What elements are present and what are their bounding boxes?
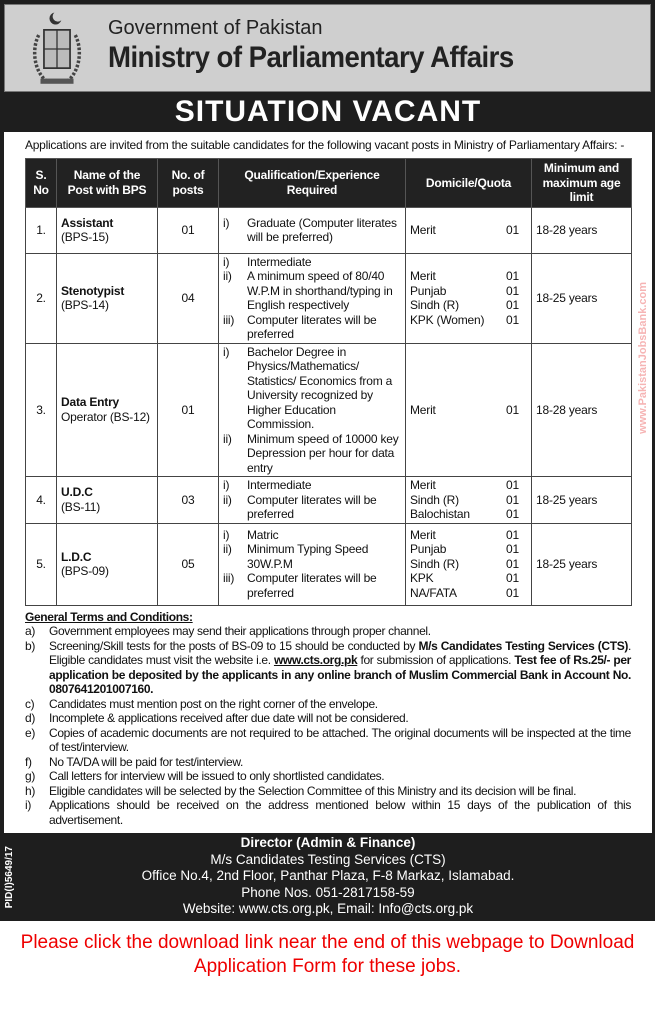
item-text: Minimum Typing Speed 30W.P.M (247, 542, 369, 571)
qualification-item (223, 255, 401, 270)
post-name (57, 523, 158, 605)
ministry-title: Ministry of Parliamentary Affairs (108, 41, 514, 74)
quota-count: 01 (506, 298, 519, 312)
item-text: Bachelor Degree in Physics/Mathematics/ Statistics/ Economics from a University recognized by Higher Education Commission. (247, 344, 393, 431)
term-text (49, 697, 378, 712)
item-number: ii) (223, 269, 232, 283)
term-label: c) (25, 696, 35, 711)
contact-line: M/s Candidates Testing Services (CTS) (210, 851, 446, 867)
post-scale: (BPS-15) (61, 230, 109, 244)
intro-text: Applications are invited from the suitable candidates for the following vacant posts in Ministry of Parliamentary Affairs: - (25, 138, 625, 152)
term-label: d) (25, 711, 35, 725)
quota-region: KPK (410, 571, 434, 586)
age-limit: 18-25 years (532, 253, 632, 343)
table-header-row (26, 159, 632, 208)
term-item (25, 755, 631, 770)
quota-region: Merit (410, 402, 436, 417)
domicile-quota (406, 523, 532, 605)
quota-count: 01 (506, 556, 519, 571)
qualification (219, 523, 406, 605)
column-header: Minimum and maximum age limit (532, 159, 632, 208)
quota-region: Balochistan (410, 507, 470, 521)
quota-item (410, 586, 527, 601)
state-emblem-icon (27, 9, 87, 89)
item-number: i) (223, 527, 230, 542)
serial-number: 2. (26, 253, 57, 343)
quota-region: Merit (410, 527, 436, 542)
number-of-posts: 05 (158, 523, 219, 605)
age-limit: 18-28 years (532, 207, 632, 253)
government-title: Government of Pakistan (108, 17, 323, 39)
quota-region: Punjab (410, 542, 447, 557)
qualification-item (223, 478, 401, 493)
domicile-quota (406, 207, 532, 253)
term-text-part: Incomplete & applications received after due date will not be considered. (49, 711, 409, 725)
post-title: Assistant (61, 215, 114, 230)
quota-item (410, 493, 527, 508)
quota-region: Sindh (R) (410, 556, 459, 571)
item-text: Graduate (Computer literates will be preferred) (247, 215, 397, 244)
qualification-item (223, 216, 401, 245)
quota-item (410, 269, 527, 284)
term-text-part: No TA/DA will be paid for test/interview. (49, 754, 243, 769)
item-number: iii) (223, 571, 235, 586)
term-label: b) (25, 638, 35, 653)
qualification (219, 477, 406, 524)
serial-number: 1. (26, 207, 57, 253)
quota-region: NA/FATA (410, 585, 457, 600)
term-item (25, 769, 631, 784)
quota-count: 01 (506, 492, 519, 507)
table-row (26, 343, 632, 477)
term-label: e) (25, 725, 35, 740)
term-label: f) (25, 754, 32, 769)
post-scale: (BPS-14) (61, 298, 109, 312)
term-label: g) (25, 769, 35, 783)
qualification (219, 207, 406, 253)
qualification-item (223, 345, 401, 432)
term-text (49, 726, 631, 755)
term-text (49, 639, 631, 697)
qualification (219, 343, 406, 477)
quota-region: Sindh (R) (410, 492, 459, 507)
pid-number: PID(I)5649/17 (4, 845, 15, 908)
item-text: A minimum speed of 80/40 W.P.M in shorthand/typing in English respectively (247, 269, 393, 312)
quota-item (410, 284, 527, 299)
term-item (25, 711, 631, 726)
term-text-part: for submission of applications. (357, 653, 515, 667)
term-text (49, 711, 408, 726)
age-limit: 18-25 years (532, 477, 632, 524)
table-row (26, 253, 632, 343)
item-number: i) (223, 344, 230, 359)
term-text-part: Copies of academic documents are not required to be attached. The original documents will be inspected at the time of test/interview. (49, 725, 631, 754)
quota-item (410, 478, 527, 493)
test-fee-text: Test fee of Rs.25/- per application be deposited by the applicants in any online branch of Muslim Commercial Bank in Account No. 0807641201007160. (49, 653, 631, 696)
post-title: Stenotypist (61, 283, 125, 298)
terms-section (25, 610, 631, 828)
post-title: U.D.C (61, 485, 93, 500)
age-limit: 18-28 years (532, 343, 632, 477)
column-header: Name of the Post with BPS (57, 159, 158, 208)
term-text-part: Applications should be received on the address mentioned below within 15 days of the publication of this advertisement. (49, 798, 631, 827)
term-item (25, 639, 631, 697)
item-number: i) (223, 254, 230, 269)
qualification (219, 253, 406, 343)
term-text-part: Candidates must mention post on the right corner of the envelope. (49, 696, 378, 711)
qualification-item (223, 542, 401, 571)
header (4, 4, 651, 92)
cts-name: M/s Candidates Testing Services (CTS) (418, 638, 629, 653)
item-number: i) (223, 478, 230, 492)
term-item (25, 697, 631, 712)
item-text: Computer literates will be preferred (247, 492, 377, 521)
quota-region: Merit (410, 222, 436, 237)
table-row (26, 207, 632, 253)
item-number: ii) (223, 431, 232, 446)
quota-item (410, 528, 527, 543)
item-text: Computer literates will be preferred (247, 571, 377, 600)
term-text (49, 769, 384, 784)
item-number: ii) (223, 492, 232, 507)
item-text: Intermediate (247, 478, 312, 492)
qualification-item (223, 528, 401, 543)
table-row (26, 523, 632, 605)
post-title: L.D.C (61, 549, 92, 564)
column-header: No. of posts (158, 159, 219, 208)
quota-region: Merit (410, 478, 436, 492)
quota-region: KPK (Women) (410, 312, 485, 327)
quota-count: 01 (506, 222, 519, 237)
term-label: a) (25, 624, 35, 638)
quota-count: 01 (506, 402, 519, 417)
post-name (57, 207, 158, 253)
column-header: Qualification/Experience Required (219, 159, 406, 208)
download-note: Please click the download link near the end of this webpage to Download Application Form for these jobs. (20, 931, 635, 977)
post-title: Data Entry (61, 395, 120, 410)
quota-count: 01 (506, 269, 519, 283)
quota-count: 01 (506, 312, 519, 327)
qualification-item (223, 269, 401, 313)
quota-count: 01 (506, 507, 519, 521)
domicile-quota (406, 477, 532, 524)
number-of-posts: 04 (158, 253, 219, 343)
qualification-item (223, 571, 401, 600)
quota-count: 01 (506, 478, 519, 492)
item-number: iii) (223, 312, 235, 327)
term-text (49, 784, 576, 799)
term-text-part: . Eligible candidates must visit the website i.e. (49, 638, 632, 667)
term-label: i) (25, 798, 31, 812)
contact-web-email: Website: www.cts.org.pk, Email: Info@cts.org.pk (182, 901, 474, 916)
column-header: Domicile/Quota (406, 159, 532, 208)
term-text (49, 798, 631, 827)
contact-phone: Phone Nos. 051-2817158-59 (241, 884, 415, 900)
item-number: ii) (223, 542, 232, 557)
contact-footer (22, 833, 652, 921)
term-text-part: Call letters for interview will be issued to only shortlisted candidates. (49, 769, 385, 783)
qualification-item (223, 432, 401, 476)
term-text-part: Government employees may send their applications through proper channel. (49, 624, 431, 638)
term-text-part: Screening/Skill tests for the posts of BS-09 to 15 should be conducted by (49, 638, 419, 653)
term-item (25, 784, 631, 799)
quota-region: Sindh (R) (410, 298, 459, 312)
item-number: i) (223, 215, 230, 230)
post-scale: Operator (BS-12) (61, 409, 150, 424)
footer-band (4, 833, 652, 921)
post-scale: (BPS-09) (61, 564, 109, 578)
quota-count: 01 (506, 542, 519, 557)
table-row (26, 477, 632, 524)
serial-number: 3. (26, 343, 57, 477)
item-text: Matric (247, 527, 279, 542)
quota-item (410, 571, 527, 586)
quota-item (410, 542, 527, 557)
quota-region: Merit (410, 269, 436, 283)
quota-item (410, 403, 527, 418)
contact-address: Office No.4, 2nd Floor, Panthar Plaza, F-8 Markaz, Islamabad. (141, 868, 515, 883)
term-text-part: Eligible candidates will be selected by the Selection Committee of this Ministry and its decision will be final. (49, 783, 577, 798)
domicile-quota (406, 253, 532, 343)
contact-title: Director (Admin & Finance) (240, 835, 416, 850)
item-text: Minimum speed of 10000 key Depression per hour for data entry (247, 431, 399, 475)
quota-item (410, 313, 527, 328)
age-limit: 18-25 years (532, 523, 632, 605)
term-item (25, 798, 631, 827)
term-label: h) (25, 783, 35, 798)
post-name (57, 343, 158, 477)
post-name (57, 253, 158, 343)
situation-vacant-banner: SITUATION VACANT (174, 95, 482, 128)
number-of-posts: 01 (158, 207, 219, 253)
post-name (57, 477, 158, 524)
term-item (25, 624, 631, 639)
qualification-item (223, 493, 401, 522)
quota-item (410, 298, 527, 313)
post-scale: (BS-11) (61, 499, 101, 514)
cts-website-link[interactable]: www.cts.org.pk (273, 653, 358, 667)
number-of-posts: 01 (158, 343, 219, 477)
number-of-posts: 03 (158, 477, 219, 524)
quota-item (410, 507, 527, 522)
item-text: Intermediate (247, 254, 312, 269)
quota-count: 01 (506, 527, 519, 542)
serial-number: 5. (26, 523, 57, 605)
quota-count: 01 (506, 571, 519, 586)
qualification-item (223, 313, 401, 342)
quota-region: Punjab (410, 283, 447, 298)
term-text (49, 755, 243, 770)
quota-item (410, 223, 527, 238)
quota-count: 01 (506, 585, 519, 600)
quota-count: 01 (506, 283, 519, 298)
domicile-quota (406, 343, 532, 477)
column-header: S. No (26, 159, 57, 208)
ad-body (4, 132, 652, 833)
terms-title: General Terms and Conditions: (25, 609, 193, 624)
term-text (49, 624, 431, 639)
item-text: Computer literates will be preferred (247, 312, 377, 341)
serial-number: 4. (26, 477, 57, 524)
watermark: www.PakistanJobsBank.com (637, 282, 649, 434)
quota-item (410, 557, 527, 572)
vacancy-table (25, 158, 632, 606)
term-item (25, 726, 631, 755)
